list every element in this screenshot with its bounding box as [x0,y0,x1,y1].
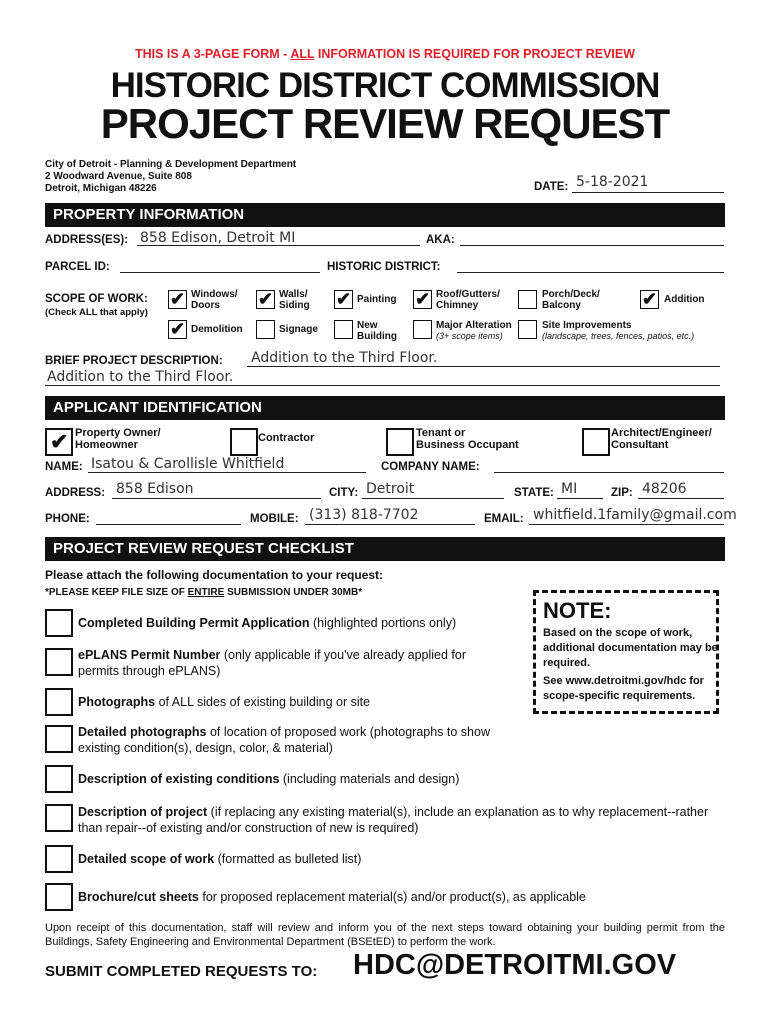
applicant-type-architect-checkbox[interactable] [582,428,610,456]
email-value: whitfield.1family@gmail.com [533,507,737,523]
applicant-name-value: Isatou & Carollisle Whitfield [91,456,285,472]
checklist-item: Completed Building Permit Application (highlighted portions only) [78,616,457,630]
phone-label: PHONE: [45,513,90,525]
file-size-note [45,587,362,598]
scope-checkbox-signage[interactable] [256,320,275,339]
check-mark: ✔ [170,319,186,339]
file-size-entire: ENTIRE [187,587,225,598]
address-line-3: Detroit, Michigan 48226 [45,183,157,194]
note-link[interactable]: See www.detroitmi.gov/hdc for scope-specific requirements. [543,675,704,702]
checklist-checkbox[interactable] [45,765,73,793]
check-mark: ✔ [415,289,431,309]
aka-field[interactable] [460,245,724,246]
checklist-item: Detailed scope of work (formatted as bulleted list) [78,852,362,866]
checklist-item: Brochure/cut sheets for proposed replacement material(s) and/or product(s), as applicable [78,890,586,904]
applicant-type-tenant: Tenant or Business Occupant [416,427,519,451]
scope-checkbox-addition[interactable] [640,290,659,309]
checklist-checkbox[interactable] [45,609,73,637]
historic-district-label: HISTORIC DISTRICT: [327,261,441,273]
checklist-checkbox[interactable] [45,804,73,832]
department-address [45,159,296,195]
applicant-address-label: ADDRESS: [45,487,106,499]
scope-option-roof: Roof/Gutters/ Chimney [436,289,500,311]
checklist-checkbox[interactable] [45,688,73,716]
zip-value: 48206 [642,481,687,497]
applicant-name-field[interactable] [88,472,366,473]
file-size-suffix: SUBMISSION UNDER 30MB* [224,587,363,598]
scope-option-porch: Porch/Deck/ Balcony [542,289,600,311]
aka-label: AKA: [426,234,455,246]
city-field[interactable] [362,498,504,499]
date-label: DATE: [534,181,569,193]
company-name-label: COMPANY NAME: [381,461,480,473]
file-size-prefix: *PLEASE KEEP FILE SIZE OF [45,587,188,598]
zip-field[interactable] [638,498,724,499]
banner-suffix: INFORMATION IS REQUIRED FOR PROJECT REVIEW [314,47,636,61]
project-description-value-1: Addition to the Third Floor. [251,350,438,366]
checklist-item: Photographs of ALL sides of existing building or site [78,695,371,709]
scope-checkbox-new-building[interactable] [334,320,353,339]
scope-checkbox-porch[interactable] [518,290,537,309]
section-title-checklist: PROJECT REVIEW REQUEST CHECKLIST [53,540,354,557]
checklist-checkbox[interactable] [45,845,73,873]
scope-checkbox-painting[interactable] [334,290,353,309]
date-value: 5-18-2021 [576,174,649,190]
applicant-type-owner-checkbox[interactable] [45,428,73,456]
checklist-checkbox[interactable] [45,725,73,753]
applicant-name-label: NAME: [45,461,83,473]
city-value: Detroit [366,481,415,497]
property-address-label: ADDRESS(ES): [45,234,129,246]
checklist-item: Description of project (if replacing any existing material(s), include an explanation as to why replacement--rather than repair--of existing and/or construction of new is required) [78,805,709,835]
section-bar-property [45,203,725,227]
project-description-field-1[interactable] [247,366,720,367]
scope-option-demolition: Demolition [191,324,243,335]
section-title-applicant: APPLICANT IDENTIFICATION [53,399,262,416]
form-title-line2: PROJECT REVIEW REQUEST [100,100,670,147]
scope-option-new-building: New Building [357,320,397,342]
note-title: NOTE: [543,598,612,623]
checklist-intro: Please attach the following documentation to your request: [45,568,384,582]
scope-option-windows: Windows/ Doors [191,289,238,311]
submit-label: SUBMIT COMPLETED REQUESTS TO: [45,963,318,980]
scope-option-addition: Addition [664,294,705,305]
state-value: MI [561,481,578,497]
mobile-field[interactable] [305,524,475,525]
mobile-label: MOBILE: [250,513,299,525]
historic-district-field[interactable] [457,272,724,273]
date-field[interactable] [572,192,724,193]
state-field[interactable] [557,498,603,499]
checklist-checkbox[interactable] [45,883,73,911]
address-line-1: City of Detroit - Planning & Development Department [45,159,297,170]
checklist-item: Detailed photographs of location of proposed work (photographs to show existing condition(s), design, color, & material) [78,725,490,755]
parcel-id-field[interactable] [120,272,320,273]
scope-of-work-hint: (Check ALL that apply) [45,307,148,318]
scope-option-signage: Signage [279,324,318,335]
banner-all: ALL [290,47,315,61]
project-description-label: BRIEF PROJECT DESCRIPTION: [45,355,223,367]
project-description-value-2: Addition to the Third Floor. [47,369,234,385]
applicant-type-owner: Property Owner/ Homeowner [75,427,161,451]
mobile-value: (313) 818-7702 [309,507,419,523]
check-mark: ✔ [258,289,274,309]
address-line-2: 2 Woodward Avenue, Suite 808 [45,171,192,182]
checklist-item: ePLANS Permit Number (only applicable if you've already applied for permits through ePLANS) [78,648,466,678]
scope-checkbox-site-improvements[interactable] [518,320,537,339]
scope-checkbox-major-alteration[interactable] [413,320,432,339]
form-title-line1: HISTORIC DISTRICT COMMISSION [110,66,660,105]
check-mark: ✔ [170,289,186,309]
note-body: Based on the scope of work, additional documentation may be required. [543,627,718,669]
check-mark: ✔ [642,289,658,309]
check-mark: ✔ [336,289,352,309]
project-description-field-2[interactable] [45,385,720,386]
scope-checkbox-roof[interactable] [413,290,432,309]
checklist-item: Description of existing conditions (including materials and design) [78,772,460,786]
applicant-type-contractor: Contractor [258,432,315,444]
scope-checkbox-walls[interactable] [256,290,275,309]
phone-field[interactable] [96,524,241,525]
scope-option-site-improvements: Site Improvements (landscape, trees, fences, patios, etc.) [542,320,695,341]
state-label: STATE: [514,487,554,499]
applicant-type-architect: Architect/Engineer/ Consultant [611,427,712,451]
page-banner [0,47,770,61]
checklist-checkbox[interactable] [45,648,73,676]
scope-option-walls: Walls/ Siding [279,289,310,311]
zip-label: ZIP: [611,487,633,499]
parcel-id-label: PARCEL ID: [45,261,110,273]
applicant-type-tenant-checkbox[interactable] [386,428,414,456]
section-bar-applicant [45,396,725,420]
scope-checkbox-windows[interactable] [168,290,187,309]
banner-prefix: THIS IS A 3-PAGE FORM - [134,47,291,61]
scope-of-work-label: SCOPE OF WORK: [45,293,148,305]
check-mark: ✔ [50,429,69,454]
email-label: EMAIL: [484,513,524,525]
scope-option-painting: Painting [357,294,397,305]
property-address-value: 858 Edison, Detroit MI [140,230,296,246]
scope-checkbox-demolition[interactable] [168,320,187,339]
submit-email[interactable]: HDC@DETROITMI.GOV [353,949,677,981]
city-label: CITY: [329,487,359,499]
section-bar-checklist [45,537,725,561]
note-box [533,590,719,714]
applicant-address-field[interactable] [112,498,321,499]
section-title-property: PROPERTY INFORMATION [53,206,245,223]
applicant-address-value: 858 Edison [116,481,194,497]
company-name-field[interactable] [494,472,724,473]
applicant-type-contractor-checkbox[interactable] [230,428,258,456]
email-field[interactable] [529,524,724,525]
scope-option-major-alteration: Major Alteration (3+ scope items) [436,320,512,341]
receipt-text: Upon receipt of this documentation, staff will review and inform you of the next steps toward obtaining your building permit from the Buildings, Safety Engineering and Environmental Department (BSEtED) to perform the work. [45,922,725,948]
